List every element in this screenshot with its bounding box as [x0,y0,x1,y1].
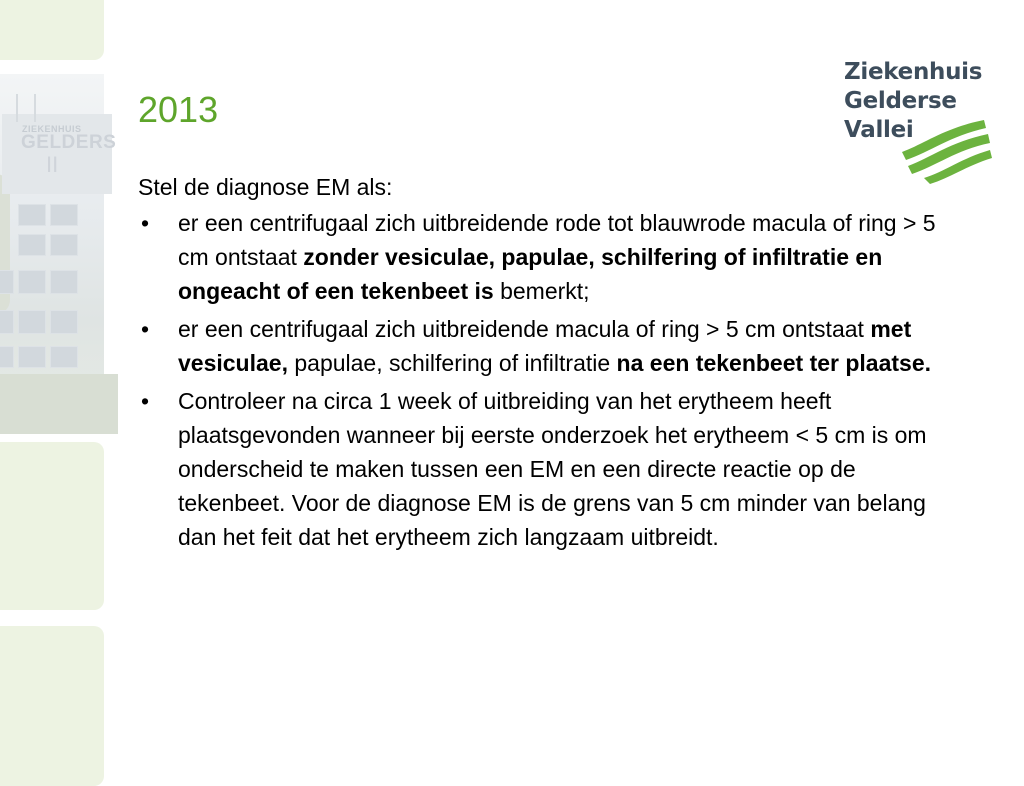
bullet-segment: bemerkt; [493,278,590,304]
bullet-marker: • [141,316,150,342]
photo-window [50,204,78,226]
bullet-text [178,316,931,376]
photo-window [50,346,78,368]
bullet-bold-segment: met vesiculae, [178,316,912,376]
bullet-bold-segment: na een tekenbeet ter plaatse. [616,350,932,376]
slide-title: 2013 [138,89,219,130]
bullet-segment: er een centrifugaal zich uitbreidende macula of ring > 5 cm ontstaat [178,316,871,342]
photo-window [50,234,78,256]
bullet-text [178,388,927,550]
bullet-bold-segment: zonder vesiculae, papulae, schilfering of infiltratie en ongeacht of een tekenbeet is [178,244,883,304]
bullet-text [178,210,936,304]
bullet-item [138,206,958,308]
photo-window [18,270,46,294]
building-photo [0,74,117,426]
bullet-segment: er een centrifugaal zich uitbreidende rode tot blauwrode macula of ring > 5 cm ontstaat [178,210,936,270]
photo-flagpole [34,94,36,122]
bullet-segment: papulae, schilfering of infiltratie [287,350,617,376]
photo-sign-numeral: II [46,152,59,177]
photo-window [18,310,46,334]
building-photo-panel [0,74,117,426]
bullet-marker: • [141,210,150,236]
intro-text: Stel de diagnose EM als: [138,174,393,200]
photo-window [0,310,14,334]
slide-body [138,170,958,558]
photo-window [0,346,14,368]
bullet-marker: • [141,388,150,414]
logo-text-line3: Vallei [844,117,914,143]
photo-foreground [0,374,118,434]
photo-window [18,204,46,226]
logo-text-line2: Gelderse [844,88,957,114]
left-decorative-strip [0,0,117,768]
photo-sign-small: ZIEKENHUIS [22,124,82,134]
hospital-logo [844,56,994,184]
bullet-list [138,206,958,554]
strip-block-middle [0,442,104,610]
photo-sign-large: GELDERS [21,132,117,153]
photo-window [0,270,14,294]
photo-window [18,234,46,256]
bullet-item [138,312,958,380]
photo-window [50,310,78,334]
photo-window [18,346,46,368]
photo-flagpole [16,94,18,122]
bullet-item [138,384,958,554]
bullet-segment: Controleer na circa 1 week of uitbreiding van het erytheem heeft plaatsgevonden wanneer bij eerste onderzoek het erytheem < 5 cm is om onderscheid te maken tussen een EM en een directe reactie op de tekenbeet. Voor de diagnose EM is de grens van 5 cm minder van belang dan het feit dat het erytheem zich langzaam uitbreidt. [178,388,927,550]
strip-block-bottom [0,626,104,786]
photo-window [50,270,78,294]
logo-text-line1: Ziekenhuis [844,59,983,85]
strip-block-top [0,0,104,60]
